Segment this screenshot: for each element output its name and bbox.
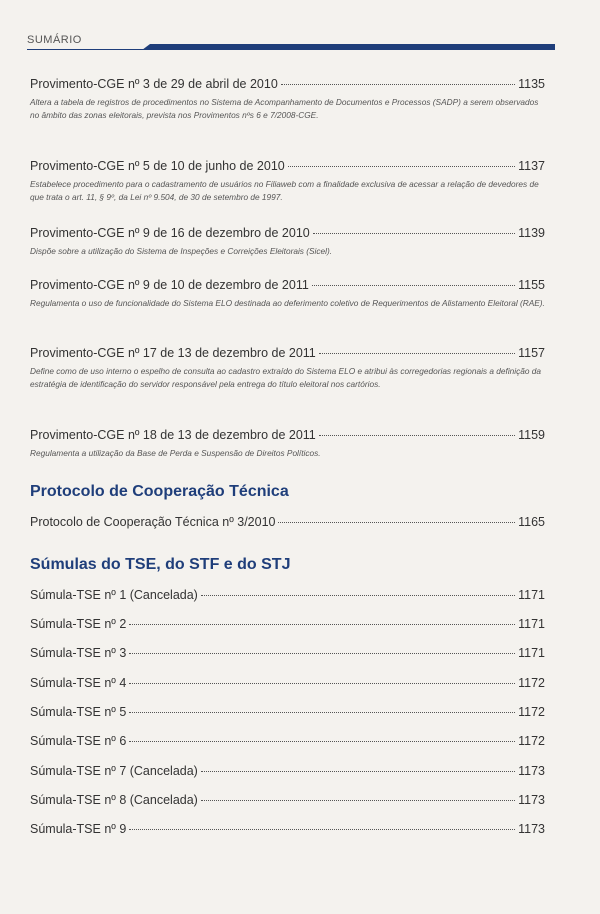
dot-leader [129,683,515,684]
section-title: Protocolo de Cooperação Técnica [30,483,289,500]
dot-leader [313,233,515,234]
entry-description: Regulamenta o uso de funcionalidade do Sistema ELO destinada ao deferimento coletivo de Requerimentos de Alistamento Eleitoral (RAE). [30,298,545,308]
entry-page: 1165 [518,515,545,529]
dot-leader [288,166,515,167]
dot-leader [278,522,515,523]
toc-entry[interactable] [30,792,545,808]
entry-title: Protocolo de Cooperação Técnica nº 3/2010 [30,515,276,529]
toc-entry[interactable] [30,733,545,749]
entry-page: 1172 [518,705,545,719]
entry-title: Provimento-CGE nº 9 de 10 de dezembro de 2011 [30,278,309,292]
entry-description: Define como de uso interno o espelho de consulta ao cadastro extraído do Sistema ELO e atribui às corregedorias regionais a definição da estratégia de identificação do servidor responsável pela entrega do título eleitoral nos cartórios. [30,366,542,389]
page-header [0,0,600,60]
dot-leader [129,653,515,654]
toc-entry[interactable] [30,821,545,837]
entry-title: Provimento-CGE nº 5 de 10 de junho de 2010 [30,159,285,173]
entry-page: 1171 [518,646,545,660]
entry-page: 1171 [518,617,545,631]
toc-entry[interactable] [30,514,545,530]
dot-leader [201,771,515,772]
toc-entry[interactable] [30,225,545,258]
toc-entry[interactable] [30,277,545,310]
entry-title: Súmula-TSE nº 8 (Cancelada) [30,793,198,807]
toc-entry[interactable] [30,158,545,203]
entry-description: Estabelece procedimento para o cadastramento de usuários no Filiaweb com a finalidade exclusiva de acessar a relação de devedores de que trata o art. 11, § 9º, da Lei nº 9.504, de 30 de setembro de 1997. [30,179,539,202]
entry-page: 1172 [518,676,545,690]
dot-leader [129,829,515,830]
entry-page: 1137 [518,159,545,173]
toc-entry[interactable] [30,675,545,691]
toc-entry[interactable] [30,763,545,779]
entry-title: Súmula-TSE nº 5 [30,705,127,719]
dot-leader [129,712,515,713]
entry-title: Súmula-TSE nº 1 (Cancelada) [30,588,198,602]
dot-leader [201,800,515,801]
header-label: SUMÁRIO [27,34,82,46]
entry-page: 1157 [518,346,545,360]
entry-page: 1172 [518,734,545,748]
entry-title: Súmula-TSE nº 2 [30,617,127,631]
entry-title: Súmula-TSE nº 6 [30,734,127,748]
dot-leader [129,624,515,625]
entry-description: Altera a tabela de registros de procedimentos no Sistema de Acompanhamento de Documentos e Processos (SADP) a serem observados no âmbito das zonas eleitorais, prevista nos Provimentos nºs 6 e 7/2008-CGE. [30,97,539,120]
entry-page: 1139 [518,226,545,240]
entry-description: Regulamenta a utilização da Base de Perda e Suspensão de Direitos Políticos. [30,448,321,458]
entry-page: 1173 [518,764,545,778]
toc-entry[interactable] [30,76,545,121]
entry-title: Provimento-CGE nº 17 de 13 de dezembro de 2011 [30,346,316,360]
dot-leader [312,285,515,286]
toc-entry[interactable] [30,645,545,661]
dot-leader [319,353,515,354]
toc-entry[interactable] [30,587,545,603]
entry-page: 1135 [518,77,545,91]
entry-page: 1173 [518,793,545,807]
entry-title: Súmula-TSE nº 7 (Cancelada) [30,764,198,778]
toc-entry[interactable] [30,427,545,460]
toc-entry[interactable] [30,345,545,390]
toc-entry[interactable] [30,616,545,632]
entry-title: Provimento-CGE nº 3 de 29 de abril de 2010 [30,77,278,91]
dot-leader [319,435,515,436]
entry-title: Súmula-TSE nº 9 [30,822,127,836]
section-title: Súmulas do TSE, do STF e do STJ [30,556,291,573]
entry-title: Súmula-TSE nº 4 [30,676,127,690]
entry-page: 1173 [518,822,545,836]
dot-leader [129,741,515,742]
entry-page: 1155 [518,278,545,292]
dot-leader [281,84,515,85]
entry-title: Súmula-TSE nº 3 [30,646,127,660]
entry-page: 1159 [518,428,545,442]
entry-description: Dispõe sobre a utilização do Sistema de Inspeções e Correições Eleitorais (Sicel). [30,246,333,256]
dot-leader [201,595,515,596]
entry-title: Provimento-CGE nº 18 de 13 de dezembro de 2011 [30,428,316,442]
toc-entry[interactable] [30,704,545,720]
entry-title: Provimento-CGE nº 9 de 16 de dezembro de 2010 [30,226,310,240]
header-rule [27,49,555,50]
entry-page: 1171 [518,588,545,602]
